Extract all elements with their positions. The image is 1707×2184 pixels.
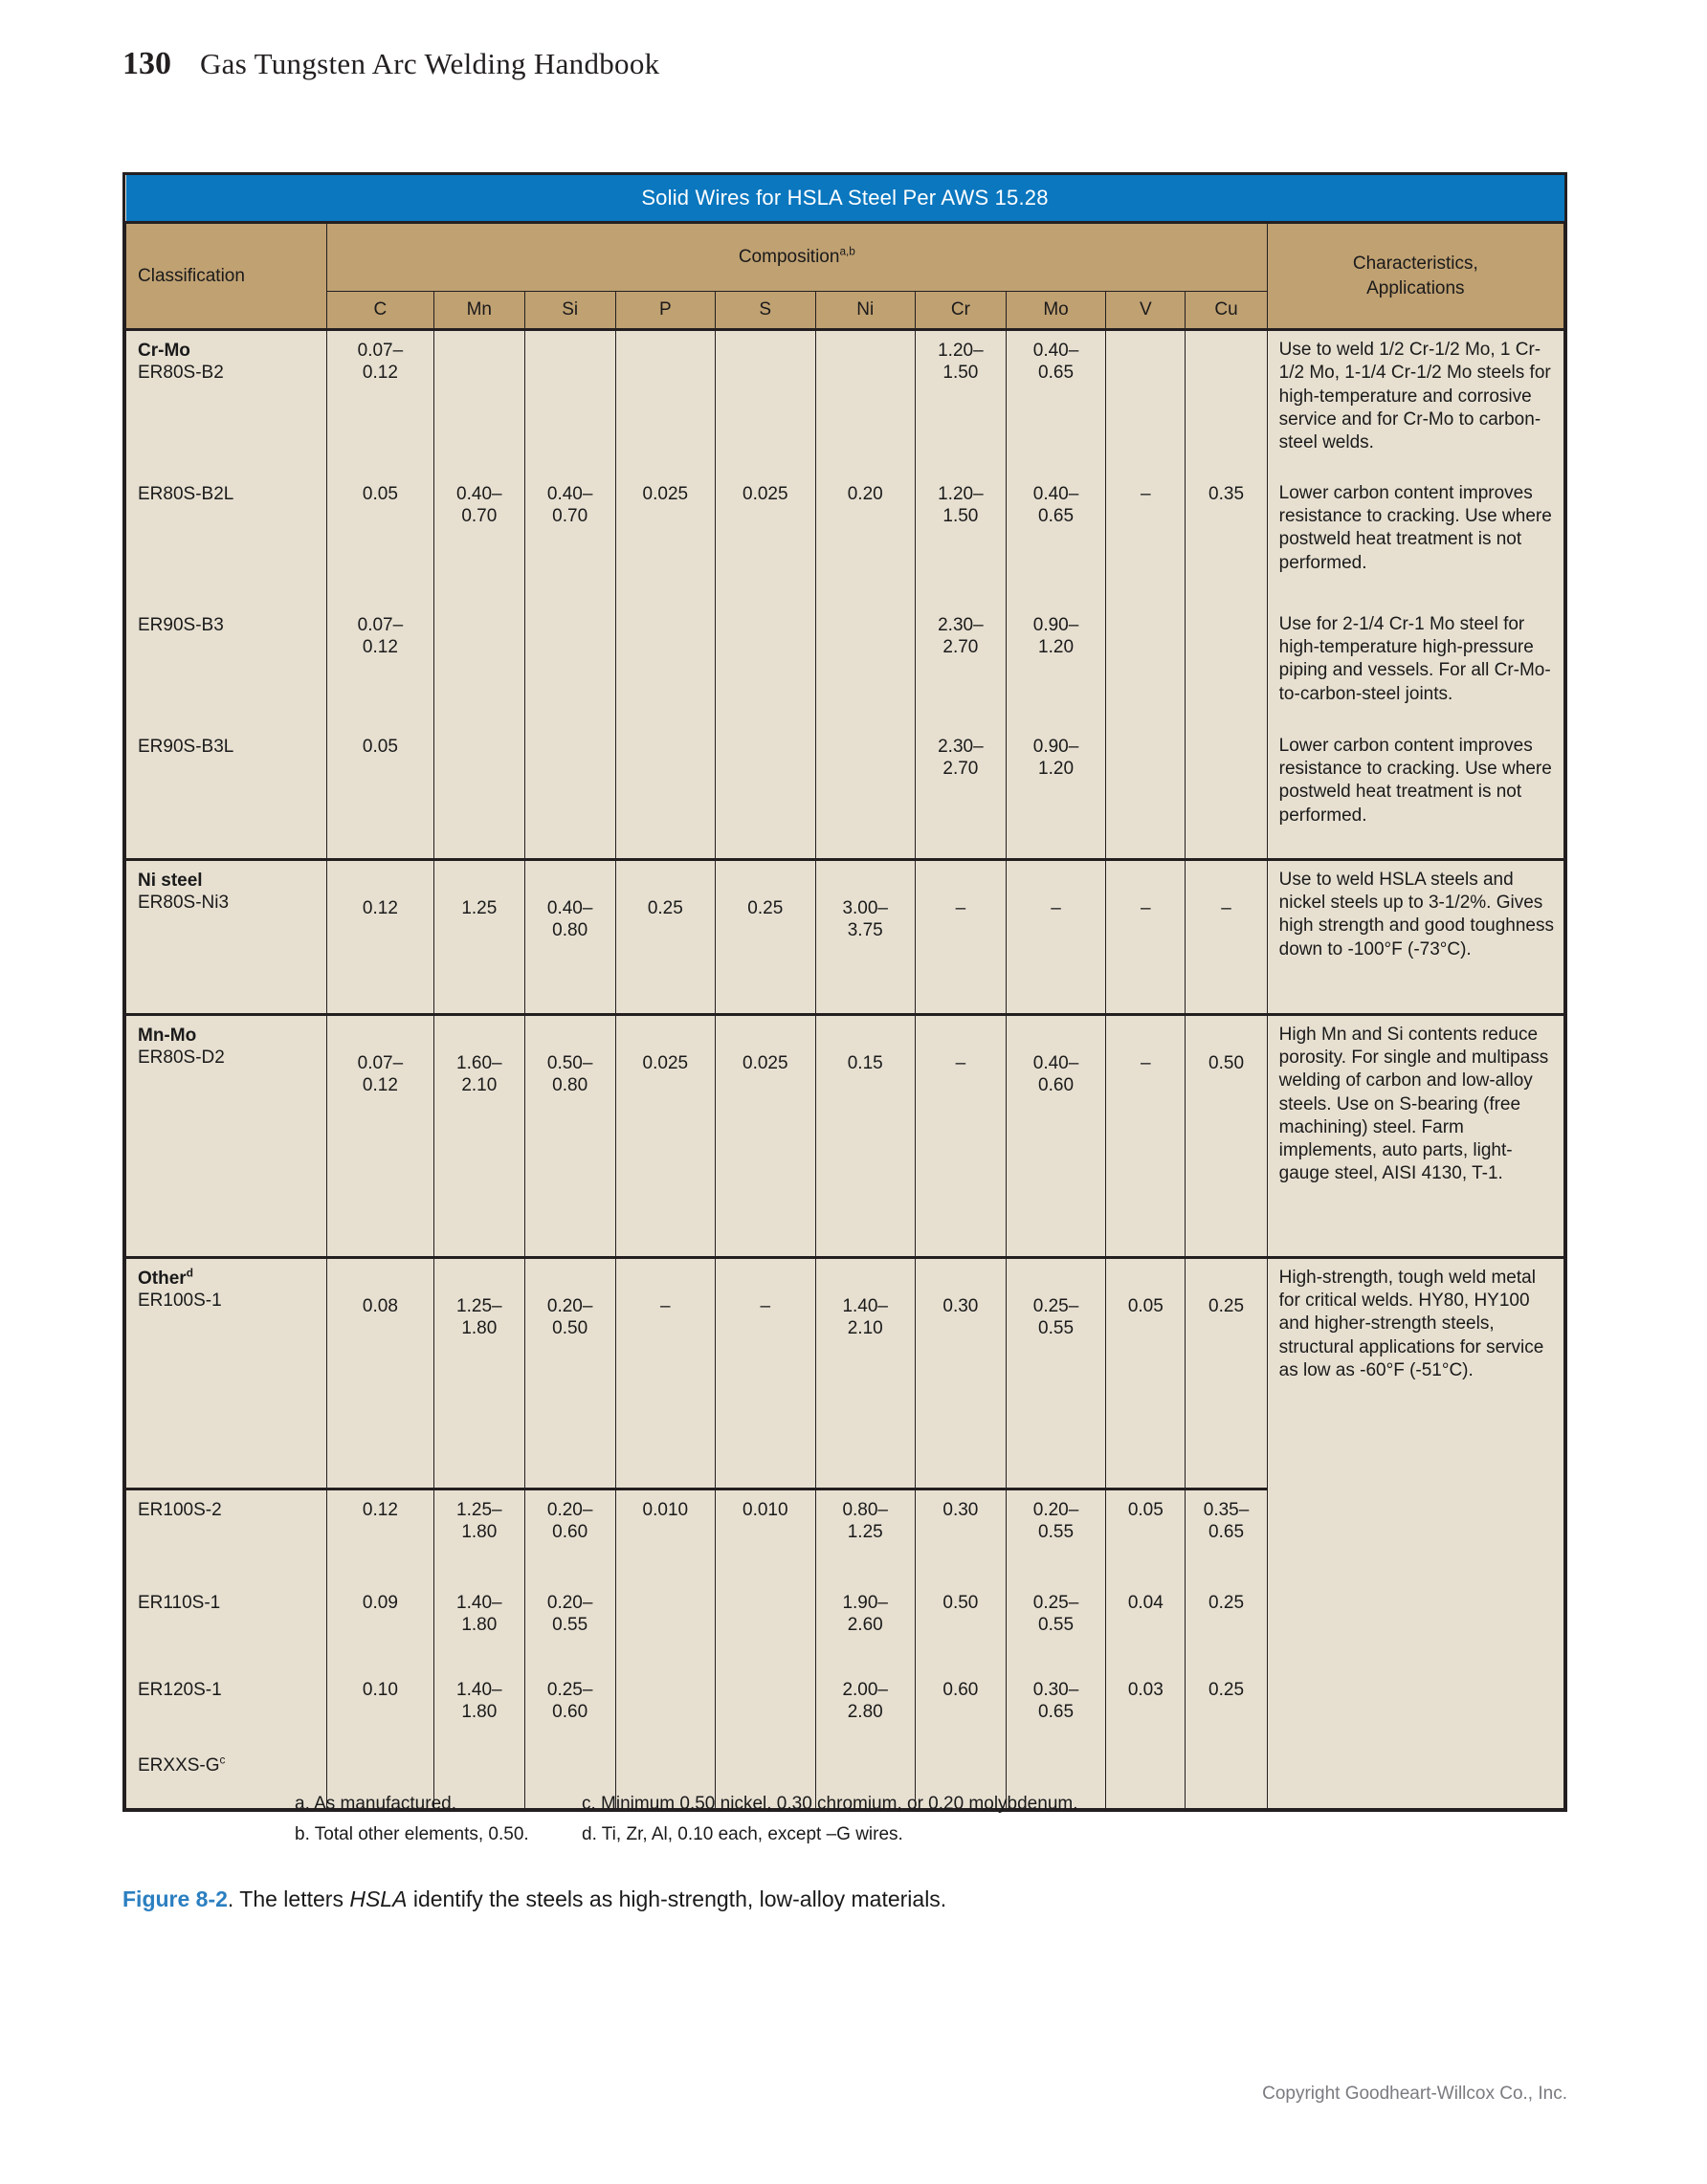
header-element-p: P — [615, 292, 715, 330]
value-p: 0.25 — [647, 897, 683, 918]
cell-v — [1106, 1489, 1186, 1583]
cell-v — [1106, 859, 1186, 1014]
cell-s — [716, 1257, 815, 1489]
value-cu-line2: 0.65 — [1208, 1521, 1245, 1542]
row-classification — [126, 1583, 327, 1670]
value-mn-line1: 1.25– — [456, 1499, 502, 1520]
value-ni-line1: 0.80– — [842, 1499, 888, 1520]
caption-text-after: identify the steels as high-strength, low-alloy materials. — [407, 1886, 947, 1911]
header-classification: Classification — [126, 223, 327, 330]
cell-mn — [433, 330, 524, 474]
cell-c — [326, 1670, 433, 1746]
cell-c — [326, 1583, 433, 1670]
classification-er80s-b2: ER80S-B2 — [138, 363, 224, 384]
characteristics-text: High Mn and Si contents reduce porosity. For single and multipass welding of carbon and low-alloy steels. Use on S-bearing (free machining) steel. Farm implements, auto parts, light-gauge steel, AISI 4130, T-1. — [1278, 1024, 1549, 1184]
cell-v — [1106, 1583, 1186, 1670]
value-cr-line1: 1.20– — [938, 483, 984, 504]
table-footnotes — [122, 1794, 1567, 1855]
value-si-line1: 0.40– — [546, 483, 593, 504]
value-si-line1: 0.25– — [546, 1679, 593, 1700]
cell-v — [1106, 474, 1186, 606]
cell-mo — [1006, 727, 1105, 860]
cell-mo — [1006, 474, 1105, 606]
row-classification — [126, 606, 327, 727]
value-si-line1: 0.20– — [546, 1295, 593, 1316]
value-mo-line2: 0.55 — [1038, 1317, 1075, 1338]
value-mo: – — [1051, 897, 1061, 918]
cell-s — [716, 1014, 815, 1257]
value-mn-line1: 1.60– — [456, 1052, 502, 1073]
cell-si — [524, 606, 615, 727]
header-element-s: S — [716, 292, 815, 330]
value-mn-line1: 0.40– — [456, 483, 502, 504]
cell-c — [326, 1489, 433, 1583]
value-si-line2: 0.80 — [552, 1074, 588, 1095]
cell-v — [1106, 727, 1186, 860]
value-p: – — [660, 1295, 671, 1316]
value-mo-line2: 0.60 — [1038, 1074, 1075, 1095]
value-mo-line1: 0.90– — [1032, 614, 1079, 635]
figure-table — [122, 172, 1567, 1812]
value-cu: 0.25 — [1208, 1592, 1245, 1613]
row-classification — [126, 330, 327, 474]
value-s: 0.025 — [743, 483, 788, 504]
classification-er100s-2: ER100S-2 — [138, 1499, 222, 1520]
characteristics-text: Use for 2-1/4 Cr-1 Mo steel for high-temperature high-pressure piping and vessels. For all Cr-Mo-to-carbon-steel joints. — [1278, 613, 1551, 704]
cell-p — [615, 1489, 715, 1583]
value-v: – — [1141, 1052, 1151, 1073]
value-v: – — [1141, 897, 1151, 918]
value-cr-line1: 2.30– — [938, 614, 984, 635]
value-cu: 0.50 — [1208, 1052, 1245, 1073]
cell-cu — [1186, 1583, 1267, 1670]
cell-mn — [433, 1670, 524, 1746]
footnote-a: a. As manufactured. — [295, 1794, 456, 1814]
value-mo-line2: 1.20 — [1038, 758, 1075, 779]
value-c-line1: 0.07– — [357, 1052, 404, 1073]
value-s: 0.010 — [743, 1499, 788, 1520]
value-v: 0.05 — [1127, 1295, 1164, 1316]
cell-mn — [433, 1257, 524, 1489]
header-element-ni: Ni — [815, 292, 915, 330]
cell-p — [615, 1257, 715, 1489]
value-si-line1: 0.40– — [546, 897, 593, 918]
cell-characteristics — [1267, 727, 1563, 860]
value-mo-line2: 0.65 — [1038, 1701, 1075, 1722]
value-c-line1: 0.05 — [362, 736, 398, 757]
classification-er90s-b3: ER90S-B3 — [138, 614, 224, 635]
value-ni-line2: 3.75 — [847, 919, 883, 940]
cell-ni — [815, 474, 915, 606]
value-cr-line2: 1.50 — [942, 505, 979, 526]
cell-ni — [815, 1257, 915, 1489]
value-mo-line2: 0.55 — [1038, 1614, 1075, 1635]
value-mn-line1: 1.40– — [456, 1592, 502, 1613]
value-si-line2: 0.55 — [552, 1614, 588, 1635]
cell-mn — [433, 474, 524, 606]
book-title: Gas Tungsten Arc Welding Handbook — [200, 47, 660, 80]
cell-si — [524, 1014, 615, 1257]
group-label-ni-steel: Ni steel — [138, 870, 203, 891]
cell-cr — [915, 1583, 1006, 1670]
value-mn-line2: 1.80 — [461, 1521, 498, 1542]
cell-si — [524, 474, 615, 606]
value-s: 0.025 — [743, 1052, 788, 1073]
group-label-other-text: Other — [138, 1268, 187, 1289]
cell-c — [326, 606, 433, 727]
value-si-line2: 0.60 — [552, 1521, 588, 1542]
value-ni: 0.15 — [847, 1052, 883, 1073]
cell-c — [326, 859, 433, 1014]
cell-s — [716, 859, 815, 1014]
table-header-group-row — [126, 223, 1564, 292]
header-element-v: V — [1106, 292, 1186, 330]
cell-mn — [433, 727, 524, 860]
cell-p — [615, 606, 715, 727]
cell-characteristics — [1267, 1257, 1563, 1808]
value-c: 0.09 — [362, 1592, 398, 1613]
cell-mo — [1006, 1014, 1105, 1257]
cell-c — [326, 330, 433, 474]
footnote-c: c. Minimum 0.50 nickel, 0.30 chromium, or 0.20 molybdenum. — [582, 1794, 1078, 1814]
figure-caption — [122, 1886, 1577, 1912]
cell-mo — [1006, 1489, 1105, 1583]
cell-mn — [433, 1489, 524, 1583]
cell-v — [1106, 1670, 1186, 1746]
classification-er80s-b2l: ER80S-B2L — [138, 483, 234, 504]
header-composition — [326, 223, 1267, 292]
cell-p — [615, 727, 715, 860]
cell-c — [326, 1257, 433, 1489]
footnote-row-2 — [122, 1824, 1567, 1845]
value-cu: – — [1221, 897, 1231, 918]
value-mo-line1: 0.40– — [1032, 341, 1079, 361]
value-cu: 0.25 — [1208, 1679, 1245, 1700]
value-mo-line1: 0.20– — [1032, 1499, 1079, 1520]
value-ni-line2: 2.10 — [847, 1317, 883, 1338]
value-s: – — [760, 1295, 771, 1316]
cell-cr — [915, 1257, 1006, 1489]
row-classification — [126, 1014, 327, 1257]
cell-cu — [1186, 474, 1267, 606]
value-ni-line2: 2.60 — [847, 1614, 883, 1635]
table-row — [126, 606, 1564, 727]
value-s: 0.25 — [747, 897, 784, 918]
cell-c — [326, 474, 433, 606]
table-row — [126, 330, 1564, 461]
value-mn-line2: 1.80 — [461, 1701, 498, 1722]
cell-cr — [915, 1670, 1006, 1746]
header-element-cr: Cr — [915, 292, 1006, 330]
characteristics-text: Use to weld HSLA steels and nickel steels up to 3-1/2%. Gives high strength and good toughness down to -100°F (-73°C). — [1278, 869, 1554, 960]
table-row — [126, 859, 1564, 1014]
value-c-line1: 0.07– — [357, 341, 404, 361]
cell-cr — [915, 727, 1006, 860]
cell-p — [615, 1014, 715, 1257]
cell-si — [524, 1583, 615, 1670]
table-row — [126, 474, 1564, 606]
header-element-si: Si — [524, 292, 615, 330]
value-v: 0.03 — [1127, 1679, 1164, 1700]
figure-number: Figure 8-2 — [122, 1886, 228, 1911]
value-si-line1: 0.50– — [546, 1052, 593, 1073]
classification-erxxs-g-text: ERXXS-G — [138, 1754, 220, 1776]
value-si-line2: 0.70 — [552, 505, 588, 526]
value-ni: 0.20 — [847, 483, 883, 504]
cell-characteristics — [1267, 330, 1563, 461]
value-c-line2: 0.12 — [362, 1074, 398, 1095]
cell-s — [716, 727, 815, 860]
value-mn-line1: 1.40– — [456, 1679, 502, 1700]
row-classification — [126, 859, 327, 1014]
row-classification — [126, 727, 327, 860]
value-cr: 0.30 — [942, 1295, 979, 1316]
cell-si — [524, 727, 615, 860]
cell-mn — [433, 606, 524, 727]
cell-cu — [1186, 1014, 1267, 1257]
value-mn-line2: 2.10 — [461, 1074, 498, 1095]
value-cr-line2: 2.70 — [942, 758, 979, 779]
cell-ni — [815, 727, 915, 860]
value-mo-line2: 1.20 — [1038, 636, 1075, 657]
header-characteristics-line2: Applications — [1366, 277, 1465, 298]
cell-p — [615, 1583, 715, 1670]
classification-er80s-ni3: ER80S-Ni3 — [138, 892, 230, 913]
cell-mo — [1006, 606, 1105, 727]
value-cr-line2: 2.70 — [942, 636, 979, 657]
cell-cu — [1186, 1670, 1267, 1746]
header-characteristics — [1267, 223, 1563, 330]
cell-v — [1106, 606, 1186, 727]
cell-s — [716, 474, 815, 606]
table-row — [126, 1014, 1564, 1257]
value-v: 0.04 — [1127, 1592, 1164, 1613]
row-classification — [126, 474, 327, 606]
value-mo-line1: 0.40– — [1032, 483, 1079, 504]
cell-characteristics — [1267, 461, 1563, 474]
cell-si — [524, 1670, 615, 1746]
row-classification — [126, 1489, 327, 1583]
value-mo-line1: 0.40– — [1032, 1052, 1079, 1073]
cell-v — [1106, 1257, 1186, 1489]
cell-characteristics — [1267, 474, 1563, 606]
value-si-line2: 0.60 — [552, 1701, 588, 1722]
classification-er100s-1: ER100S-1 — [138, 1290, 222, 1311]
cell-ni — [815, 1489, 915, 1583]
cell-cr — [915, 1014, 1006, 1257]
value-mo-line1: 0.90– — [1032, 736, 1079, 757]
cell-mo — [1006, 330, 1105, 474]
value-mo-line2: 0.55 — [1038, 1521, 1075, 1542]
page-number: 130 — [122, 46, 171, 81]
cell-mo — [1006, 1257, 1105, 1489]
caption-text-before: . The letters — [227, 1886, 350, 1911]
cell-ni — [815, 1583, 915, 1670]
value-v: 0.05 — [1127, 1499, 1164, 1520]
cell-si — [524, 1489, 615, 1583]
group-label-cr-mo: Cr-Mo — [138, 341, 190, 361]
cell-p — [615, 859, 715, 1014]
header-composition-label: Composition — [738, 247, 840, 267]
cell-mn — [433, 1583, 524, 1670]
value-cr-line1: 1.20– — [938, 341, 984, 361]
value-si-line2: 0.50 — [552, 1317, 588, 1338]
value-mn-line2: 1.80 — [461, 1317, 498, 1338]
value-c: 0.10 — [362, 1679, 398, 1700]
value-cr: 0.30 — [942, 1499, 979, 1520]
cell-mn — [433, 859, 524, 1014]
value-cu-line1: 0.35– — [1203, 1499, 1250, 1520]
row-classification — [126, 1670, 327, 1746]
cell-mn — [433, 1014, 524, 1257]
group-label-other — [138, 1268, 326, 1290]
cell-ni — [815, 1014, 915, 1257]
value-p: 0.010 — [642, 1499, 689, 1520]
value-cr: 0.60 — [942, 1679, 979, 1700]
header-characteristics-line1: Characteristics, — [1352, 253, 1478, 274]
value-c: 0.08 — [362, 1295, 398, 1316]
table-title: Solid Wires for HSLA Steel Per AWS 15.28 — [126, 175, 1564, 223]
erxxs-g-footnote-ref: c — [219, 1754, 226, 1767]
value-mn-line2: 0.70 — [461, 505, 498, 526]
classification-er90s-b3l: ER90S-B3L — [138, 736, 234, 757]
value-p: 0.025 — [642, 1052, 689, 1073]
page-running-head — [122, 46, 659, 82]
value-cr: – — [955, 1052, 966, 1073]
cell-s — [716, 330, 815, 474]
value-c-line2: 0.12 — [362, 363, 398, 384]
cell-v — [1106, 1014, 1186, 1257]
value-ni-line1: 1.90– — [842, 1592, 888, 1613]
value-mo-line1: 0.30– — [1032, 1679, 1079, 1700]
value-si-line1: 0.20– — [546, 1499, 593, 1520]
cell-cr — [915, 330, 1006, 474]
cell-si — [524, 859, 615, 1014]
cell-ni — [815, 1670, 915, 1746]
cell-si — [524, 1257, 615, 1489]
header-element-cu: Cu — [1186, 292, 1267, 330]
cell-characteristics — [1267, 606, 1563, 727]
cell-cu — [1186, 606, 1267, 727]
value-c: 0.12 — [362, 1499, 398, 1520]
value-mn: 1.25 — [461, 897, 498, 918]
footnote-row-1 — [122, 1794, 1567, 1815]
cell-mo — [1006, 1670, 1105, 1746]
cell-p — [615, 474, 715, 606]
cell-ni — [815, 859, 915, 1014]
classification-erxxs-g — [138, 1755, 225, 1776]
cell-mo — [1006, 859, 1105, 1014]
cell-p — [615, 1670, 715, 1746]
value-cr: – — [955, 897, 966, 918]
value-cr-line2: 1.50 — [942, 363, 979, 384]
value-si-line2: 0.80 — [552, 919, 588, 940]
cell-cr — [915, 1489, 1006, 1583]
value-c-line1: 0.05 — [362, 483, 398, 504]
table-title-row — [126, 175, 1564, 223]
cell-p — [615, 330, 715, 474]
table-row — [126, 727, 1564, 860]
cell-cu — [1186, 1257, 1267, 1489]
characteristics-text: Lower carbon content improves resistance to cracking. Use where postweld heat treatment is not performed. — [1278, 482, 1552, 573]
value-cu: 0.25 — [1208, 1295, 1245, 1316]
copyright-line: Copyright Goodheart-Willcox Co., Inc. — [1262, 2084, 1567, 2104]
cell-v — [1106, 330, 1186, 474]
cell-c — [326, 1014, 433, 1257]
cell-cu — [1186, 1489, 1267, 1583]
value-p: 0.025 — [642, 483, 689, 504]
classification-er80s-d2: ER80S-D2 — [138, 1047, 225, 1068]
value-v: – — [1141, 483, 1151, 504]
hsla-wires-table — [125, 175, 1564, 1809]
cell-s — [716, 606, 815, 727]
cell-s — [716, 1583, 815, 1670]
footnote-b: b. Total other elements, 0.50. — [295, 1824, 529, 1844]
header-element-mo: Mo — [1006, 292, 1105, 330]
characteristics-text: High-strength, tough weld metal for critical welds. HY80, HY100 and higher-strength steels, structural applications for service as low as -60°F (-51°C). — [1278, 1267, 1544, 1380]
value-mn-line2: 1.80 — [461, 1614, 498, 1635]
value-mn-line1: 1.25– — [456, 1295, 502, 1316]
value-mo-line2: 0.65 — [1038, 505, 1075, 526]
cell-s — [716, 1489, 815, 1583]
value-si-line1: 0.20– — [546, 1592, 593, 1613]
value-mo-line1: 0.25– — [1032, 1592, 1079, 1613]
characteristics-text: Use to weld 1/2 Cr-1/2 Mo, 1 Cr-1/2 Mo, 1-1/4 Cr-1/2 Mo steels for high-temperature and corrosive service and for Cr-Mo to carbon-steel welds. — [1278, 340, 1551, 453]
header-element-c: C — [326, 292, 433, 330]
value-ni-line2: 2.80 — [847, 1701, 883, 1722]
cell-ni — [815, 606, 915, 727]
cell-mo — [1006, 1583, 1105, 1670]
value-ni-line1: 2.00– — [842, 1679, 888, 1700]
value-mo-line2: 0.65 — [1038, 363, 1075, 384]
cell-ni — [815, 330, 915, 474]
value-c: 0.12 — [362, 897, 398, 918]
row-classification — [126, 1257, 327, 1489]
cell-cu — [1186, 330, 1267, 474]
group-label-mn-mo: Mn-Mo — [138, 1025, 197, 1046]
classification-er120s-1: ER120S-1 — [138, 1679, 222, 1700]
value-mo-line1: 0.25– — [1032, 1295, 1079, 1316]
cell-characteristics — [1267, 859, 1563, 1014]
cell-s — [716, 1670, 815, 1746]
cell-si — [524, 330, 615, 474]
value-c-line1: 0.07– — [357, 614, 404, 635]
header-element-mn: Mn — [433, 292, 524, 330]
cell-characteristics — [1267, 1014, 1563, 1257]
value-c-line2: 0.12 — [362, 636, 398, 657]
cell-cu — [1186, 859, 1267, 1014]
value-ni-line2: 1.25 — [847, 1521, 883, 1542]
cell-cr — [915, 859, 1006, 1014]
cell-cu — [1186, 727, 1267, 860]
value-ni-line1: 1.40– — [842, 1295, 888, 1316]
group-other-footnote-ref: d — [186, 1267, 193, 1280]
value-cu: 0.35 — [1208, 483, 1245, 504]
header-composition-footnote-ref: a,b — [839, 245, 855, 258]
table-row — [126, 1257, 1564, 1489]
cell-c — [326, 727, 433, 860]
value-cr-line1: 2.30– — [938, 736, 984, 757]
value-cr: 0.50 — [942, 1592, 979, 1613]
characteristics-text: Lower carbon content improves resistance to cracking. Use where postweld heat treatment is not performed. — [1278, 735, 1552, 826]
value-ni-line1: 3.00– — [842, 897, 888, 918]
classification-er110s-1: ER110S-1 — [138, 1592, 221, 1613]
cell-cr — [915, 474, 1006, 606]
caption-italic-term: HSLA — [349, 1886, 408, 1911]
cell-cr — [915, 606, 1006, 727]
footnote-d: d. Ti, Zr, Al, 0.10 each, except –G wires. — [582, 1824, 903, 1844]
